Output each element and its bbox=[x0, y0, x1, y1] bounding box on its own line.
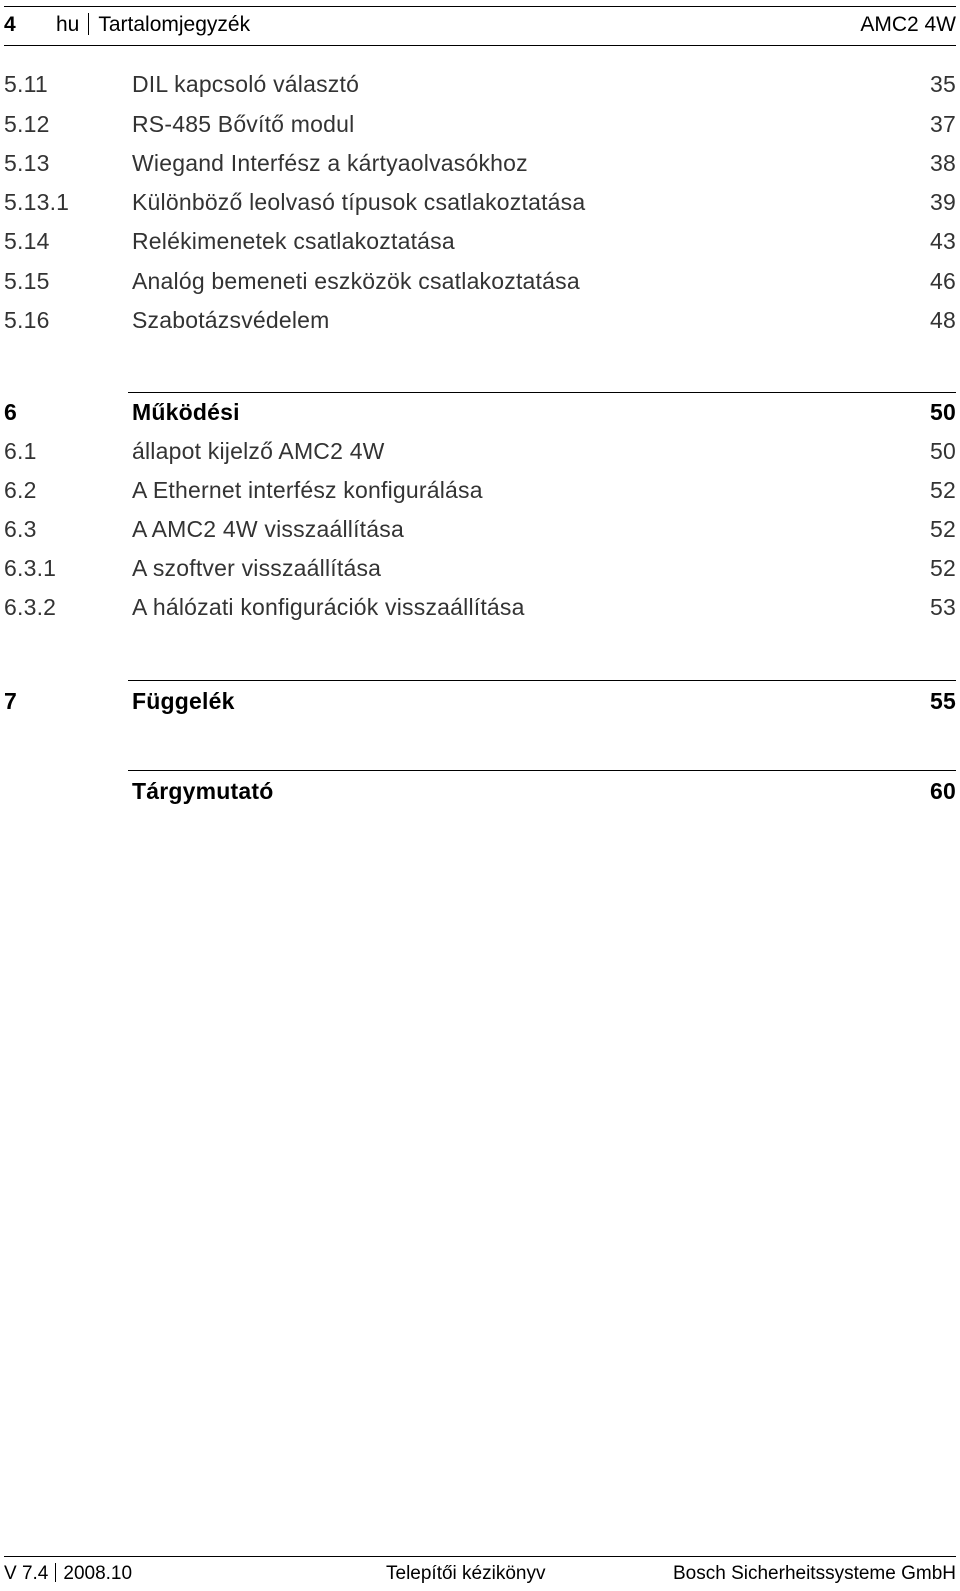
toc-entry-number: 5.13 bbox=[4, 150, 50, 176]
toc-entry-title: A hálózati konfigurációk visszaállítása bbox=[132, 594, 525, 620]
footer-version: V 7.4 bbox=[4, 1563, 49, 1584]
toc-entry-page: 52 bbox=[930, 516, 956, 542]
toc-index[interactable] bbox=[4, 774, 956, 808]
toc-entry-title: Relékimenetek csatlakoztatása bbox=[132, 228, 455, 254]
toc-entry[interactable] bbox=[4, 107, 956, 141]
toc-entry-number: 5.13.1 bbox=[4, 189, 70, 215]
chapter-divider bbox=[128, 680, 956, 681]
toc-entry-page: 38 bbox=[930, 150, 956, 176]
toc-entry-title: A AMC2 4W visszaállítása bbox=[132, 516, 404, 542]
footer-document: Telepítői kézikönyv bbox=[386, 1563, 546, 1584]
toc-entry-page: 39 bbox=[930, 189, 956, 215]
header-page-number: 4 bbox=[4, 13, 16, 36]
header-product: AMC2 4W bbox=[860, 13, 956, 36]
toc-entry-number: 6.3 bbox=[4, 516, 37, 542]
toc-chapter[interactable] bbox=[4, 684, 956, 718]
header-separator bbox=[88, 13, 89, 35]
toc-entry[interactable] bbox=[4, 264, 956, 298]
footer-version-date bbox=[4, 1559, 132, 1589]
toc-entry-page: 53 bbox=[930, 594, 956, 620]
toc-chapter-page: 50 bbox=[930, 399, 956, 425]
index-divider bbox=[128, 770, 956, 771]
toc-entry-title: Szabotázsvédelem bbox=[132, 307, 330, 333]
toc-chapter-number: 7 bbox=[4, 688, 17, 714]
toc-entry[interactable] bbox=[4, 185, 956, 219]
footer-company: Bosch Sicherheitssysteme GmbH bbox=[673, 1563, 956, 1584]
toc-entry-page: 43 bbox=[930, 228, 956, 254]
toc-entry-page: 52 bbox=[930, 477, 956, 503]
toc-chapter-title: Működési bbox=[132, 399, 240, 425]
toc-entry-title: A Ethernet interfész konfigurálása bbox=[132, 477, 483, 503]
toc-chapter-page: 55 bbox=[930, 688, 956, 714]
toc-entry-number: 5.12 bbox=[4, 111, 50, 137]
header-language: hu bbox=[56, 13, 80, 36]
toc-entry[interactable] bbox=[4, 146, 956, 180]
toc-entry-page: 35 bbox=[930, 71, 956, 97]
toc-entry-title: RS-485 Bővítő modul bbox=[132, 111, 355, 137]
footer-date: 2008.10 bbox=[63, 1563, 133, 1584]
toc-entry-number: 6.3.2 bbox=[4, 594, 57, 620]
toc-entry[interactable] bbox=[4, 303, 956, 337]
toc-chapter-number: 6 bbox=[4, 399, 17, 425]
toc-entry-number: 6.2 bbox=[4, 477, 37, 503]
toc-entry[interactable] bbox=[4, 512, 956, 546]
toc-entry-number: 5.15 bbox=[4, 268, 50, 294]
toc-entry-title: Wiegand Interfész a kártyaolvasókhoz bbox=[132, 150, 528, 176]
toc-entry-page: 52 bbox=[930, 555, 956, 581]
toc-entry-title: Különböző leolvasó típusok csatlakoztatása bbox=[132, 189, 586, 215]
toc-entry-number: 5.14 bbox=[4, 228, 50, 254]
chapter-divider bbox=[128, 392, 956, 393]
toc-entry-number: 5.16 bbox=[4, 307, 50, 333]
footer-separator bbox=[55, 1563, 56, 1582]
toc-entry[interactable] bbox=[4, 434, 956, 468]
toc-index-page: 60 bbox=[930, 778, 956, 804]
toc-index-title: Tárgymutató bbox=[132, 778, 274, 804]
toc-entry-page: 48 bbox=[930, 307, 956, 333]
toc-entry[interactable] bbox=[4, 67, 956, 101]
toc-entry[interactable] bbox=[4, 224, 956, 258]
toc-entry-number: 6.1 bbox=[4, 438, 37, 464]
toc-chapter-title: Függelék bbox=[132, 688, 235, 714]
toc-entry-number: 6.3.1 bbox=[4, 555, 57, 581]
toc-entry-page: 50 bbox=[930, 438, 956, 464]
toc-entry-page: 37 bbox=[930, 111, 956, 137]
page-footer bbox=[4, 1556, 956, 1589]
toc-entry[interactable] bbox=[4, 551, 956, 585]
toc-entry-title: DIL kapcsoló választó bbox=[132, 71, 360, 97]
toc-entry-number: 5.11 bbox=[4, 71, 48, 97]
toc-entry[interactable] bbox=[4, 473, 956, 507]
toc-entry-title: Analóg bemeneti eszközök csatlakoztatása bbox=[132, 268, 580, 294]
toc-entry[interactable] bbox=[4, 590, 956, 624]
toc-chapter[interactable] bbox=[4, 395, 956, 429]
toc-entry-page: 46 bbox=[930, 268, 956, 294]
page-header bbox=[4, 6, 956, 46]
header-title bbox=[56, 11, 250, 39]
toc-entry-title: állapot kijelző AMC2 4W bbox=[132, 438, 385, 464]
toc-entry-title: A szoftver visszaállítása bbox=[132, 555, 382, 581]
header-section: Tartalomjegyzék bbox=[98, 13, 251, 36]
